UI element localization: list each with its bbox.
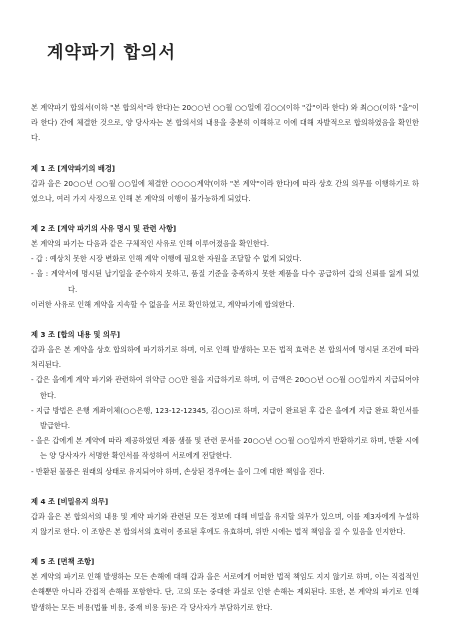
section-1 [31,162,419,206]
section-heading: 제 3 조 [합의 내용 및 의무] [31,330,121,340]
section-list [31,251,419,297]
section-2 [31,222,419,312]
section-4 [31,495,419,539]
list-item: - 을 : 계약서에 명시된 납기일을 준수하지 못하고, 품질 기준을 충족하지 못한 제품을 다수 공급하여 갑의 신뢰를 잃게 되었다. [31,269,419,294]
section-3 [31,328,419,479]
section-tail: 이러한 사유로 인해 계약을 지속할 수 없음을 서로 확인하였고, 계약파기에 합의한다. [31,299,295,309]
document-title: 계약파기 합의서 [47,43,176,63]
section-body: 갑과 을은 20○○년 ○○월 ○○일에 체결한 ○○○○계약(이하 "본 계약"이라 한다)에 따라 상호 간의 의무를 이행하기로 하였으나, 여러 가지 사정으로 인해 본 계약의 이행이 불가능하게 되었다. [31,178,419,203]
section-lead: 본 계약의 파기는 다음과 같은 구체적인 사유로 인해 이루어졌음을 확인한다. [31,239,270,249]
section-body: 본 계약의 파기로 인해 발생하는 모든 손해에 대해 갑과 을은 서로에게 어떠한 법적 책임도 지지 않기로 하며, 이는 직접적인 손해뿐만 아니라 간접적 손해를 포함한다. 단, 고의 또는 중대한 과실로 인한 손해는 제외된다. 또한, 본 계약의 파기로 인해 발생하는 모든 비용(법률 비용, 중재 비용 등)은 각 당사자가 부담하기로 한다. [31,572,419,612]
section-heading: 제 2 조 [계약 파기의 사유 명시 및 관련 사항] [31,224,177,234]
intro-paragraph: 본 계약파기 합의서(이하 "본 합의서"라 한다)는 20○○년 ○○월 ○○일에 김○○(이하 "갑"이라 한다) 와 최○○(이하 "을"이라 한다) 간에 체결한 것으로, 양 당사자는 본 합의서의 내용을 충분히 이해하고 이에 대해 자발적으로 합의하였음을 확인한다. [31,103,419,143]
section-list [31,372,419,478]
list-item: - 반환된 물품은 원래의 상태로 유지되어야 하며, 손상된 경우에는 을이 그에 대한 책임을 진다. [31,466,325,476]
section-heading: 제 1 조 [계약파기의 배경] [31,163,116,173]
section-lead: 갑과 을은 본 계약을 상호 합의하에 파기하기로 하며, 이로 인해 발생하는 모든 법적 효력은 본 합의서에 명시된 조건에 따라 처리된다. [31,345,419,370]
section-heading: 제 5 조 [면책 조항] [31,557,95,567]
list-item: - 을은 갑에게 본 계약에 따라 제공하였던 제품 샘플 및 관련 문서를 20○○년 ○○월 ○○일까지 반환하기로 하며, 반환 시에는 양 당사자가 서명한 확인서를 작성하여 서로에게 전달한다. [31,436,419,461]
section-heading: 제 4 조 [비밀유지 의무] [31,496,109,506]
list-item: - 갑 : 예상치 못한 시장 변화로 인해 계약 이행에 필요한 자원을 조달할 수 없게 되었다. [31,254,302,264]
list-item: - 갑은 을에게 계약 파기와 관련하여 위약금 ○○만 원을 지급하기로 하며, 이 금액은 20○○년 ○○월 ○○일까지 지급되어야 한다. [31,375,419,400]
list-item: - 지급 방법은 은행 계좌이체(○○은행, 123-12-12345, 김○○)로 하며, 지급이 완료된 후 갑은 을에게 지급 완료 확인서를 발급한다. [31,405,419,431]
section-5 [31,555,419,615]
section-body: 갑과 을은 본 합의서의 내용 및 계약 파기와 관련된 모든 정보에 대해 비밀을 유지할 의무가 있으며, 이를 제3자에게 누설하지 않기로 한다. 이 조항은 본 합의서의 효력이 종료된 후에도 유효하며, 위반 시에는 법적 책임을 질 수 있음을 인지한다. [31,511,419,537]
